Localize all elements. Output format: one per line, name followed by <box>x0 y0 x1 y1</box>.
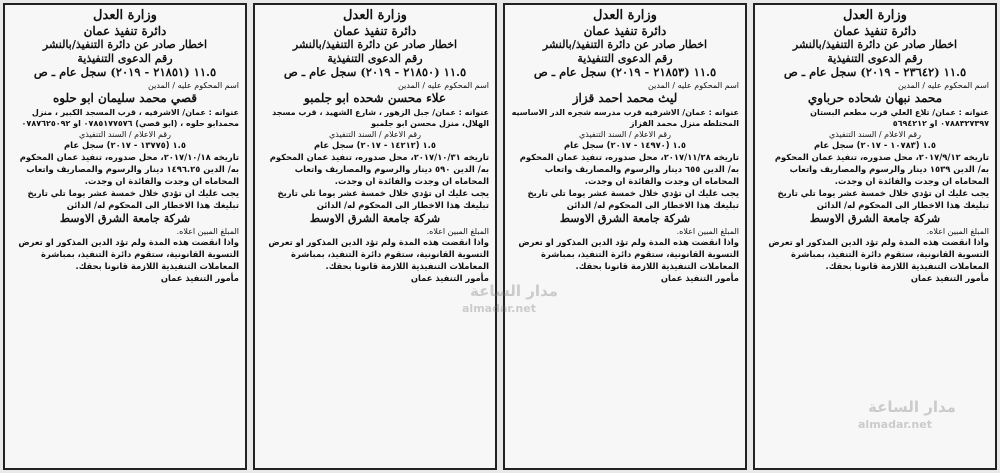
ministry-heading: وزارة العدل <box>843 8 907 23</box>
notice-body: تاريخه ٢٠١٧/١١/٢٨، محل صدوره، تنفيذ عمان المحكوم به/ الدين ٦٥٥ دينار والرسوم والمصاريف واتعاب المحاماه ان وجدت والفائدة ان وجدت. <box>519 152 739 186</box>
amount-label: المبلغ المبين اعلاه. <box>926 226 989 236</box>
amount-label: المبلغ المبين اعلاه. <box>426 226 489 236</box>
warning-text: واذا انقضت هذه المدة ولم تؤد الدين المذكور او تعرض التسوية القانونية، ستقوم دائرة التنفيذ، بمباشرة المعاملات التنفيذية اللازمة قانونا بحقك. <box>768 236 989 271</box>
debtor-name: علاء محسن شحده ابو جلمبو <box>303 91 447 106</box>
warning-text: واذا انقضت هذه المدة ولم تؤد الدين المذكور او تعرض التسوية القانونية، ستقوم دائرة التنفيذ، بمباشرة المعاملات التنفيذية اللازمة قانونا بحقك. <box>518 236 739 271</box>
instrument-number: ١.٥ (١٤٩٧٠ - ٢٠١٧) سجل عام <box>564 140 686 151</box>
case-label: رقم الدعوى التنفيذية <box>577 51 673 65</box>
case-label: رقم الدعوى التنفيذية <box>77 51 173 65</box>
notice-title: اخطار صادر عن دائرة التنفيذ/بالنشر <box>292 37 458 51</box>
department-heading: دائرة تنفيذ عمان <box>583 23 667 38</box>
officer-signature: مأمور التنفيذ عمان <box>410 272 489 283</box>
obligation-text: يجب عليك ان تؤدي خلال خمسة عشر يوما تلي تاريخ تبليغك هذا الاخطار الى المحكوم له/ الدائن <box>277 187 489 210</box>
warning-text: واذا انقضت هذه المدة ولم تؤد الدين المذكور او تعرض التسوية القانونية، ستقوم دائرة التنفيذ، بمباشرة المعاملات التنفيذية اللازمة قانونا بحقك. <box>18 236 239 271</box>
ministry-heading: وزارة العدل <box>343 8 407 23</box>
obligation-text: يجب عليك ان تؤدي خلال خمسة عشر يوما تلي تاريخ تبليغك هذا الاخطار الى المحكوم له/ الدائن <box>777 187 989 210</box>
notice-body: تاريخه ٢٠١٧/١٠/١٨، محل صدوره، تنفيذ عمان المحكوم به/ الدين ١٤٩٦.٢٥ دينار والرسوم والمصاريف واتعاب المحاماه ان وجدت والفائدة ان وجدت. <box>19 152 239 186</box>
case-label: رقم الدعوى التنفيذية <box>327 51 423 65</box>
notice-body: تاريخه ٢٠١٧/١٠/٣١، محل صدوره، تنفيذ عمان المحكوم به/ الدين ٥٩٠ دينار والرسوم والمصاريف واتعاب المحاماه ان وجدت والفائدة ان وجدت. <box>269 152 489 186</box>
debtor-name: قصي محمد سليمان ابو حلوه <box>52 91 198 106</box>
officer-signature: مأمور التنفيذ عمان <box>160 272 239 283</box>
case-label: رقم الدعوى التنفيذية <box>827 51 923 65</box>
instrument-number: ١.٥ (١٤٢١٢ - ٢٠١٧) سجل عام <box>314 140 436 151</box>
watermark-latin: almadar.net <box>462 302 536 315</box>
instrument-number: ١.٥ (١٣٧٧٥ - ٢٠١٧) سجل عام <box>64 140 186 151</box>
warning-text: واذا انقضت هذه المدة ولم تؤد الدين المذكور او تعرض التسوية القانونية، ستقوم دائرة التنفيذ، بمباشرة المعاملات التنفيذية اللازمة قانونا بحقك. <box>268 236 489 271</box>
officer-signature: مأمور التنفيذ عمان <box>660 272 739 283</box>
department-heading: دائرة تنفيذ عمان <box>833 23 917 38</box>
ministry-heading: وزارة العدل <box>93 8 157 23</box>
watermark-latin: almadar.net <box>858 418 932 431</box>
case-number: ١١.٥ (٢١٨٥٣ - ٢٠١٩) سجل عام ـ ص <box>533 65 717 80</box>
obligation-text: يجب عليك ان تؤدي خلال خمسة عشر يوما تلي تاريخ تبليغك هذا الاخطار الى المحكوم له/ الدائن <box>527 187 739 210</box>
creditor-name: شركة جامعة الشرق الاوسط <box>59 211 191 225</box>
instrument-number: ١.٥ (١٠٧٨٣ - ٢٠١٧) سجل عام <box>814 140 936 151</box>
notice-3 <box>253 3 497 470</box>
creditor-name: شركة جامعة الشرق الاوسط <box>559 211 691 225</box>
notice-body: تاريخه ٢٠١٧/٩/١٢، محل صدوره، تنفيذ عمان المحكوم به/ الدين ١٥٣٩ دينار والرسوم والمصاريف واتعاب المحاماه ان وجدت والفائدة ان وجدت. <box>774 152 989 186</box>
notice-4 <box>3 3 247 470</box>
notice-1 <box>753 3 997 470</box>
notice-title: اخطار صادر عن دائرة التنفيذ/بالنشر <box>792 37 958 51</box>
notice-title: اخطار صادر عن دائرة التنفيذ/بالنشر <box>542 37 708 51</box>
debtor-address: عنوانه : عمان/ الاشرفيه قرب مدرسه شجره الدر الاساسيه المختلطه منزل محمد القزاز <box>511 108 739 129</box>
amount-label: المبلغ المبين اعلاه. <box>176 226 239 236</box>
debtor-label: اسم المحكوم عليه / المدين <box>398 81 489 91</box>
case-number: ١١.٥ (٢٣٦٤٢ - ٢٠١٩) سجل عام ـ ص <box>783 65 967 80</box>
notification-label: رقم الاعلام / السند التنفيذي <box>329 130 421 140</box>
notice-2 <box>503 3 747 470</box>
department-heading: دائرة تنفيذ عمان <box>333 23 417 38</box>
debtor-address: عنوانه : عمان/ جبل الزهور ، شارع الشهيد ، قرب مسجد الهلال، منزل محسن ابو جلمبو <box>272 108 489 129</box>
watermark-arabic: مدار الساعة <box>470 282 558 300</box>
case-number: ١١.٥ (٢١٨٥١ - ٢٠١٩) سجل عام ـ ص <box>33 65 217 80</box>
notification-label: رقم الاعلام / السند التنفيذي <box>79 130 171 140</box>
notification-label: رقم الاعلام / السند التنفيذي <box>829 130 921 140</box>
officer-signature: مأمور التنفيذ عمان <box>910 272 989 283</box>
debtor-address: عنوانه : عمان/ الاشرفيه ، قرب المسجد الكبير ، منزل محمدابو حلوه ، (ابو قصي) ٠٧٨٥١٧٧٥٧٦ او ٠٧٨٧٦٢٥٠٩٢ <box>21 108 239 129</box>
amount-label: المبلغ المبين اعلاه. <box>676 226 739 236</box>
department-heading: دائرة تنفيذ عمان <box>83 23 167 38</box>
case-number: ١١.٥ (٢١٨٥٠ - ٢٠١٩) سجل عام ـ ص <box>283 65 467 80</box>
watermark-arabic: مدار الساعة <box>868 398 956 416</box>
notification-label: رقم الاعلام / السند التنفيذي <box>579 130 671 140</box>
debtor-name: ليث محمد احمد قزاز <box>572 91 678 106</box>
debtor-address: عنوانه : عمان/ تلاع العلي قرب مطعم البستان ٠٧٨٨٣٢٧٣٩٧ او ٥٦٩٤٢١٢ <box>810 108 989 129</box>
debtor-label: اسم المحكوم عليه / المدين <box>648 81 739 91</box>
debtor-label: اسم المحكوم عليه / المدين <box>898 81 989 91</box>
ministry-heading: وزارة العدل <box>593 8 657 23</box>
debtor-name: محمد نبهان شحاده حرباوي <box>807 91 943 106</box>
debtor-label: اسم المحكوم عليه / المدين <box>148 81 239 91</box>
creditor-name: شركة جامعة الشرق الاوسط <box>809 211 941 225</box>
creditor-name: شركة جامعة الشرق الاوسط <box>309 211 441 225</box>
obligation-text: يجب عليك ان تؤدي خلال خمسة عشر يوما تلي تاريخ تبليغك هذا الاخطار الى المحكوم له/ الدائن <box>27 187 239 210</box>
notice-title: اخطار صادر عن دائرة التنفيذ/بالنشر <box>42 37 208 51</box>
